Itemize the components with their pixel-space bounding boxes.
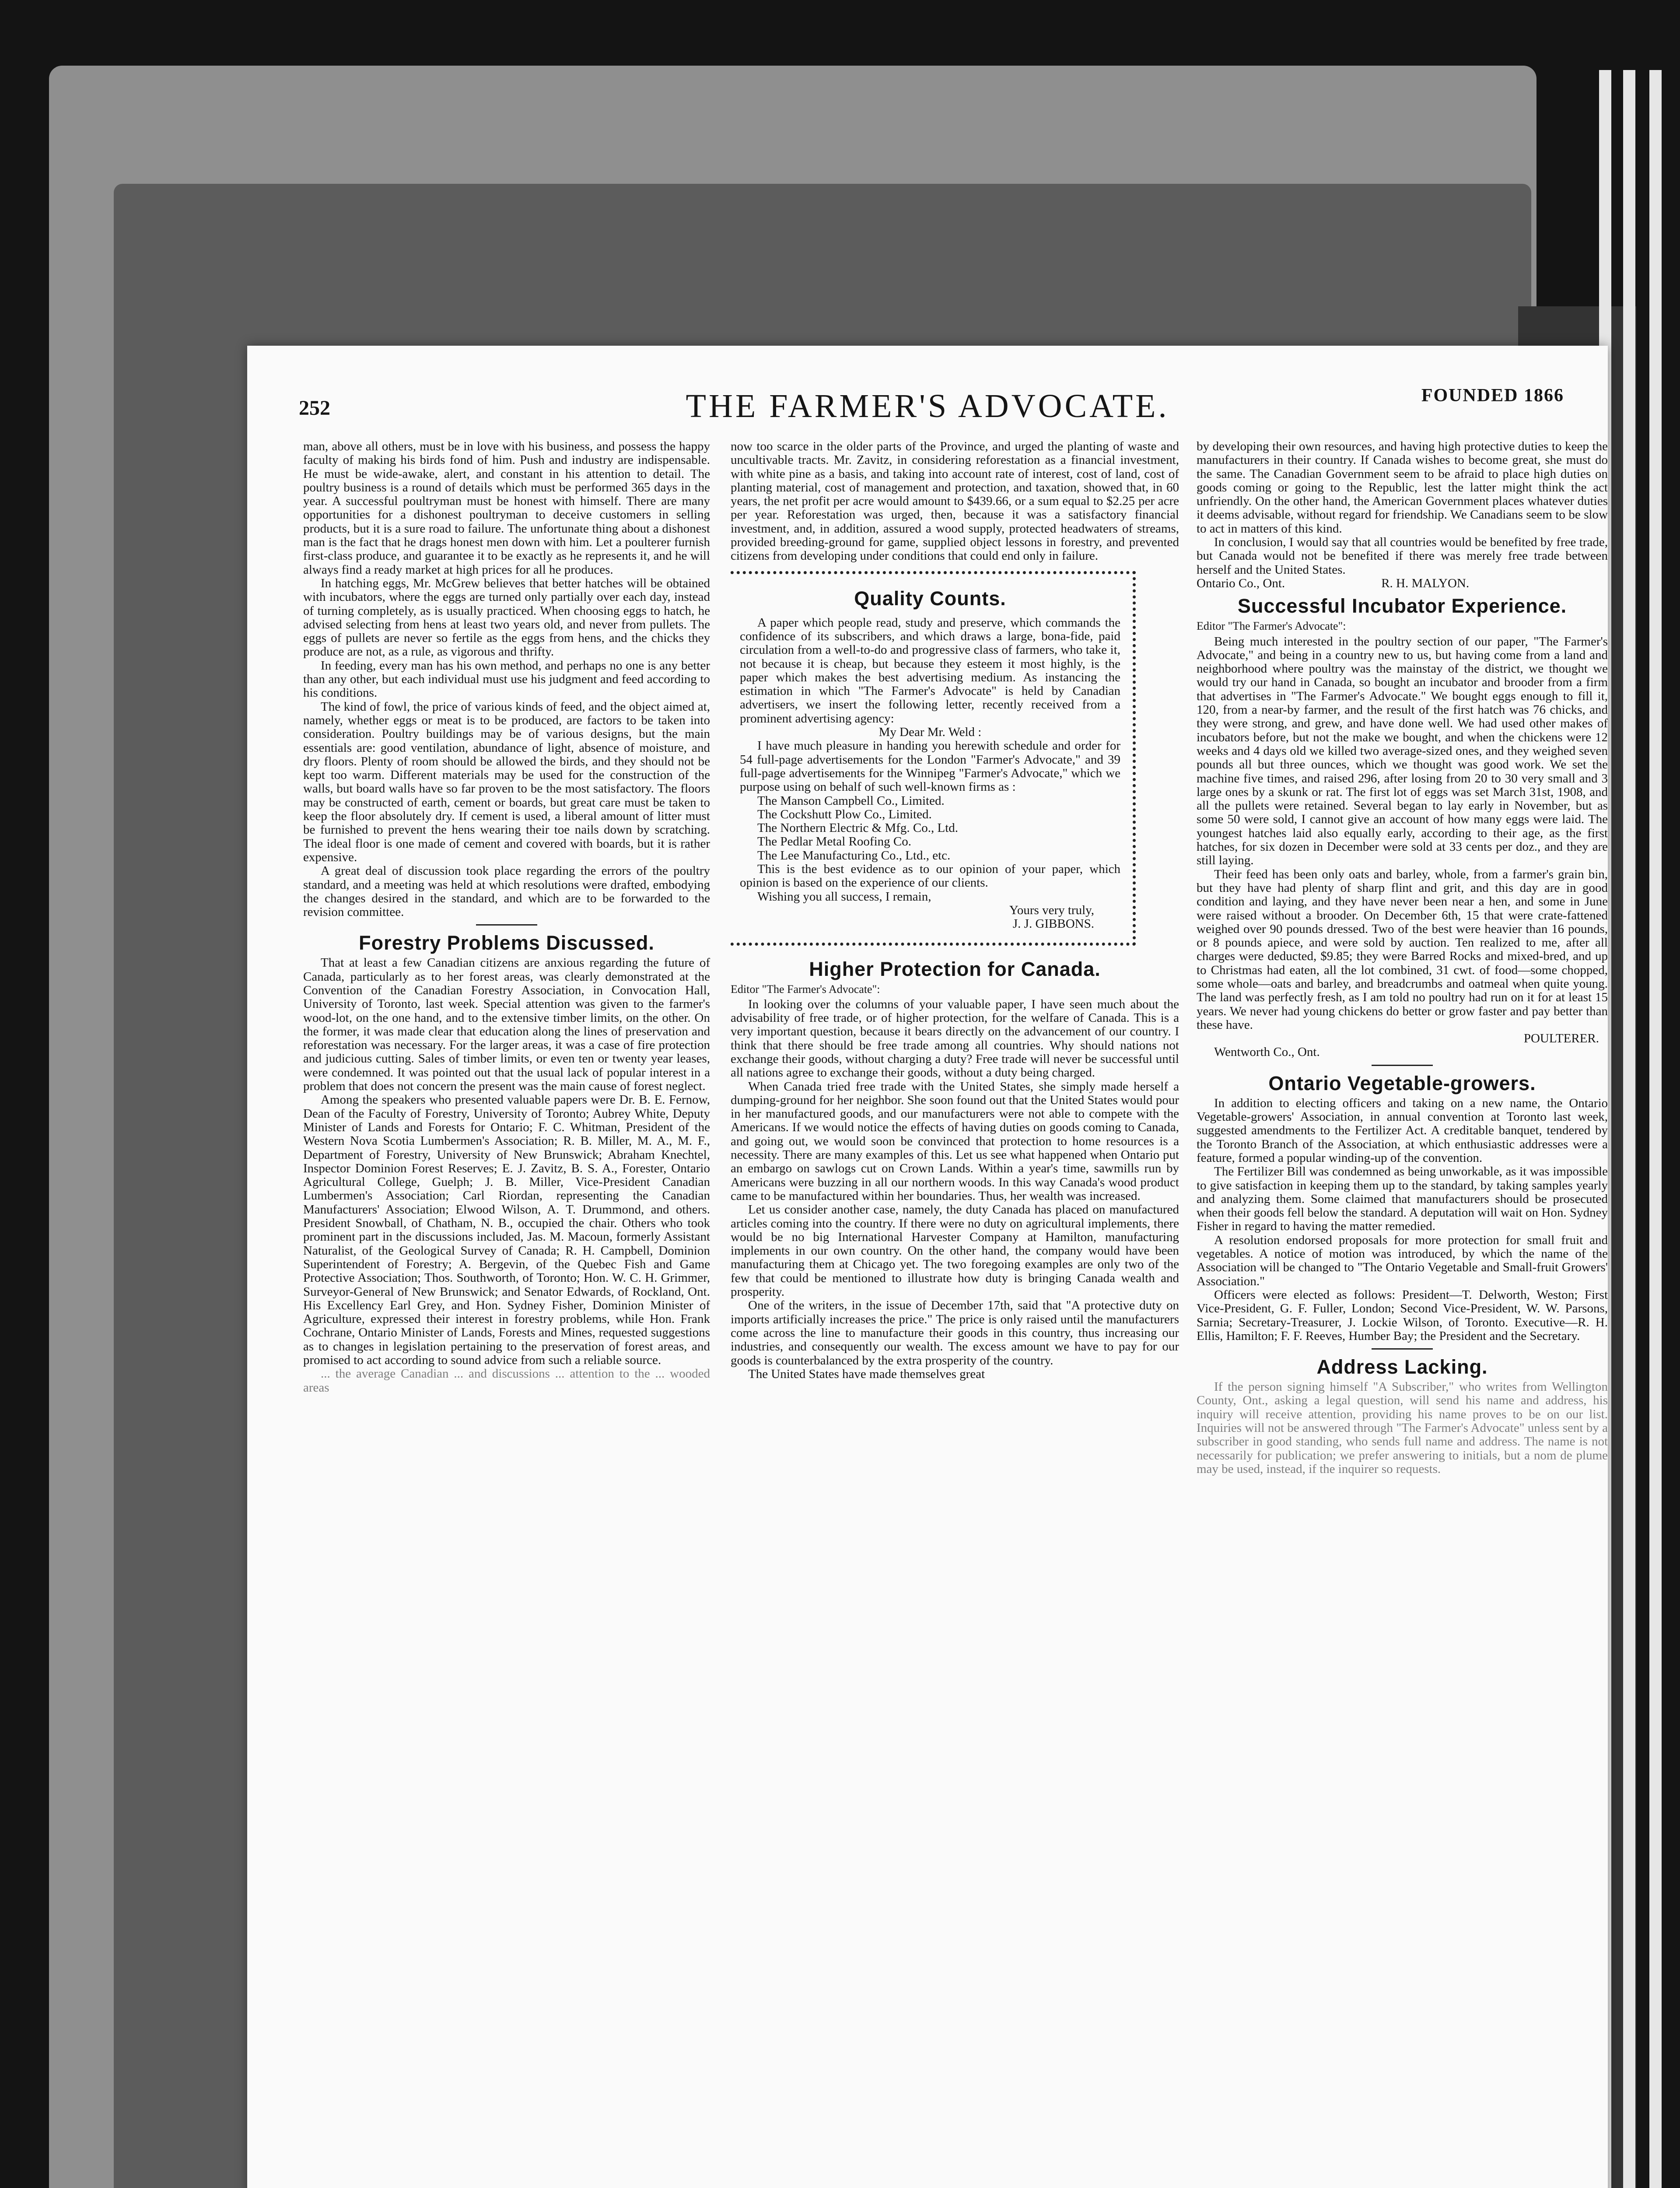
address-paragraph: If the person signing himself "A Subscriber," who writes from Wellington County, Ont., asking a legal question, will send his name and address, his inquiry will receive attention, providing his name proves to be on our list. Inquiries will not be answered through "The Farmer's Advocate" unless sent by a subscriber in good standing, who sends full name and address. The name is not necessarily for publication; we prefer answering to initials, but a nom de plume may be used, instead, if the inquirer so requests. xyxy=(1197,1380,1608,1476)
protection-paragraph: When Canada tried free trade with the United States, she simply made herself a dumping-ground for her neighbor. She soon found out that the United States would pour in her manufactured goods, and our manufacturers were not able to compete with the Americans. If we would notice the effects of having duties on goods coming to Canada, and going out, we would soon be convinced that protection to home resources is a necessity. There are many examples of this. Let us see what happened when Ontario put an embargo on sawlogs cut on Crown Lands. Within a year's time, sawmills run by Americans were buzzing in all our northern woods. In this way Canada's wood product came to be manufactured within her boundaries. Thus, her wealth was increased. xyxy=(731,1079,1179,1203)
incubator-paragraph: Their feed has been only oats and barley, whole, from a farmer's grain bin, but they have had plenty of sharp flint and grit, and this day are in good condition and laying, and they have never been near a hen, and some in June were raised without a brooder. On December 6th, 15 that were crate-fattened weighed over 90 pounds dressed. Two of the best were heavier than 16 pounds, or 8 pounds apiece, and were sold by auction. Ten realized to me, after all charges were deducted, $9.85; they were Barred Rocks and mixed-bred, and up to Christmas had eaten, all the lot combined, 31 cwt. of food—some chopped, some whole—oats and barley, and breadcrumbs and oatmeal when quite young. The land was perfectly fresh, as I am told no poultry had run on it for at least 15 years. We never had young chickens do better or grow faster and pay better than these have. xyxy=(1197,867,1608,1032)
box-paragraph: I have much pleasure in handing you herewith schedule and order for 54 full-page advertisements for the London "Farmer's Advocate," and 39 full-page advertisements for the Winnipeg "Farmer's Advocate," which we purpose using on behalf of such well-known firms as : xyxy=(740,739,1120,794)
vegetable-paragraph: In addition to electing officers and taking on a new name, the Ontario Vegetable-growers' Association, in annual convention at Toronto last week, suggested amendments to the Fertilizer Act. A creditable banquet, tendered by the Toronto Branch of the Association, at which enthusiastic addresses were a feature, formed a popular winding-up of the convention. xyxy=(1197,1096,1608,1165)
quality-counts-heading: Quality Counts. xyxy=(854,587,1006,610)
column-middle xyxy=(731,440,1179,2188)
letter-closing: Yours very truly, xyxy=(1009,903,1094,917)
protection-paragraph: In looking over the columns of your valuable paper, I have seen much about the advisability of free trade, or of higher protection, for the welfare of Canada. This is a very important question, because it bears directly on the advancement of our country. I think that there should be free trade among all countries. Why should nations not exchange their goods, without charging a duty? Free trade will never be successful until all nations agree to exchange their goods, without a duty being charged. xyxy=(731,997,1179,1080)
forestry-continued-paragraph: now too scarce in the older parts of the Province, and urged the planting of waste and uncultivable tracts. Mr. Zavitz, in considering reforestation as a financial investment, with white pine as a basis, and taking into account rate of interest, cost of land, cost of planting material, cost of management and protection, and taxation, showed that, in 60 years, the net profit per acre would amount to $439.66, or a sum equal to $2.25 per acre per year. Reforestation was urged, then, because it was a satisfactory financial investment, and, in addition, assured a wood supply, protected headwaters of streams, provided breeding-ground for game, supplied object lessons in forestry, and prevented citizens from developing under conditions that could end only in failure. xyxy=(731,440,1179,563)
protection-paragraph: One of the writers, in the issue of December 17th, said that "A protective duty on imports artificially increases the price." The price is only raised until the manufacturers come across the line to manufacture their goods in this country, thus increasing our industries, and consequently our wealth. The excess amount we have to pay for our goods is counterbalanced by the extra prosperity of the country. xyxy=(731,1298,1179,1368)
firm-item: The Manson Campbell Co., Limited. xyxy=(757,793,945,808)
section-divider xyxy=(476,924,537,926)
firm-list xyxy=(740,794,1120,863)
signature-name: R. H. MALYON. xyxy=(1381,576,1470,590)
incubator-paragraph: Being much interested in the poultry section of our paper, "The Farmer's Advocate," and being in a country new to us, but having come from a land and neighborhood where poultry was the mainstay of the district, we thought we would try our hand in Canada, so bought an incubator and brooder from a firm that advertises in "The Farmer's Advocate." We bought eggs enough to fill it, 120, from a near-by farmer, and the result of the first hatch was 76 chicks, and they were strong, and grew, and have done well. We had used other makes of incubators before, but not the make we bought, and when the chickens were 12 weeks and 4 days old we killed two average-sized ones, and they weighed seven pounds all but three ounces, which we thought was good work. We set the machine five times, and raised 296, after losing from 20 to 30 very small and 3 large ones by a skunk or rat. The first lot of eggs was set March 31st, 1908, and all the pullets were retained. Several began to lay early in November, but as some 50 were sold, I cannot give an account of how many eggs were laid. The youngest hatches laid also equally early, according to their age, as the first hatches, for six dozen in December were sold at 33 cents per doz., and they are still laying. xyxy=(1197,634,1608,868)
vegetable-paragraph: A resolution endorsed proposals for more protection for small fruit and vegetables. A notice of motion was introduced, by which the name of the Association will be changed to "The Ontario Vegetable and Small-fruit Growers' Association." xyxy=(1197,1233,1608,1288)
signature-name: POULTERER. xyxy=(1523,1031,1599,1046)
protection-paragraph: Let us consider another case, namely, the duty Canada has placed on manufactured articles coming into the country. If there were no duty on agricultural implements, there would be no big International Harvester Company at Hamilton, manufacturing implements in our own country. On the other hand, the company would have been manufacturing them at Chicago yet. The two foregoing examples are only two of the few that could be mentioned to illustrate how duty is bringing Canada wealth and prosperity. xyxy=(731,1203,1179,1299)
column-right xyxy=(1197,440,1608,2188)
signature-place: Ontario Co., Ont. xyxy=(1197,576,1285,590)
poultry-paragraph: In hatching eggs, Mr. McGrew believes that better hatches will be obtained with incubators, where the eggs are turned only partially over each day, instead of turning completely, as is usually practiced. When choosing eggs to hatch, he advised selecting from hens at least two years old, and never from pullets. The eggs of pullets are never so fertile as the eggs from hens, and the chicks they produce are not, as a rule, as vigorous and thrifty. xyxy=(303,576,710,659)
forestry-paragraph: That at least a few Canadian citizens are anxious regarding the future of Canada, particularly as to her forest areas, was clearly demonstrated at the Convention of the Canadian Forestry Association, in Convocation Hall, University of Toronto, last week. Special attention was given to the farmer's wood-lot, on the one hand, and to the extensive timber limits, on the other. On the former, it was made clear that education along the lines of preservation and reforestation was necessary. For the larger areas, it was a case of fire protection and judicious cutting. Sales of timber limits, or even ten or twenty year leases, were condemned. It was pointed out that the usual lack of popular interest in a problem that does not concern the present was the main cause of forest neglect. xyxy=(303,956,710,1094)
vegetable-heading: Ontario Vegetable-growers. xyxy=(1268,1072,1536,1094)
founded-label: FOUNDED 1866 xyxy=(1421,386,1564,406)
box-paragraph: This is the best evidence as to our opinion of your paper, which opinion is based on the experience of our clients. xyxy=(740,862,1120,890)
section-divider xyxy=(1372,1348,1433,1350)
margin-stripe-3 xyxy=(1649,70,1662,2188)
letter-signature: J. J. GIBBONS. xyxy=(1012,917,1094,931)
protection-paragraph: The United States have made themselves great xyxy=(748,1367,985,1381)
firm-item: The Northern Electric & Mfg. Co., Ltd. xyxy=(757,821,959,835)
letter-salutation: My Dear Mr. Weld : xyxy=(878,725,982,740)
protection-heading: Higher Protection for Canada. xyxy=(809,957,1101,980)
poultry-paragraph: A great deal of discussion took place regarding the errors of the poultry standard, and a meeting was held at which resolutions were drafted, embodying the changes desired in the standard, and which are to be forwarded to the revision committee. xyxy=(303,864,710,919)
incubator-heading: Successful Incubator Experience. xyxy=(1237,595,1567,617)
page-number: 252 xyxy=(299,396,330,420)
column-left xyxy=(303,440,710,2188)
masthead-title: THE FARMER'S ADVOCATE. xyxy=(686,388,1169,424)
signature-line xyxy=(1197,577,1608,590)
vegetable-paragraph: The Fertilizer Bill was condemned as being unworkable, as it was impossible to give satisfaction in keeping them up to the standard, by taking samples yearly and analyzing them. Some claimed that manufacturers should be prosecuted when their goods fell below the standard. A deputation will wait on Hon. Sydney Fisher in regard to having the matter remedied. xyxy=(1197,1164,1608,1234)
firm-item: The Cockshutt Plow Co., Limited. xyxy=(757,807,932,821)
poultry-paragraph: man, above all others, must be in love with his business, and possess the happy faculty of making his birds fond of him. Push and industry are indispensable. He must be wide-awake, alert, and constant in his attention to detail. The poultry business is a round of details which must be performed 365 days in the year. A successful poultryman must be honest with himself. There are many opportunities for a dishonest poultryman to deceive customers in selling products, but it is a sure road to failure. The unfortunate thing about a dishonest man is the fact that he drags honest men down with him. Let a poulterer furnish first-class produce, and guarantee it to be exactly as he represents it, and he will always find a ready market at high prices for all he produces. xyxy=(303,440,710,577)
address-heading: Address Lacking. xyxy=(1316,1356,1488,1378)
poultry-paragraph: In feeding, every man has his own method, and perhaps no one is any better than any other, but each individual must use his judgment and feed according to his conditions. xyxy=(303,658,710,700)
editor-line: Editor "The Farmer's Advocate": xyxy=(1197,620,1346,633)
editor-line: Editor "The Farmer's Advocate": xyxy=(731,982,880,996)
firm-item: The Pedlar Metal Roofing Co. xyxy=(757,835,911,849)
box-paragraph: Wishing you all success, I remain, xyxy=(757,889,931,904)
quality-counts-box xyxy=(731,571,1136,946)
protection-continued-paragraph: by developing their own resources, and having high protective duties to keep the manufacturers in their country. If Canada wishes to become great, she must do the same. The Canadian Government seem to be afraid to place high duties on goods coming or going to the Republic, lest the latter might think the act unfriendly. On the other hand, the American Government places whatever duties it deems advisable, without regard for friendship. We Canadians seem to be slow to act in matters of this kind. xyxy=(1197,440,1608,536)
firm-item: The Lee Manufacturing Co., Ltd., etc. xyxy=(757,848,951,863)
protection-continued-paragraph: In conclusion, I would say that all countries would be benefited by free trade, but Canada would not be benefited if there was merely free trade between herself and the United States. xyxy=(1197,535,1608,577)
section-divider xyxy=(1372,1065,1433,1066)
margin-stripe-2 xyxy=(1623,70,1635,2188)
box-paragraph: A paper which people read, study and preserve, which commands the confidence of its subscribers, and which draws a large, bona-fide, paid circulation from a well-to-do and progressive class of farmers, who take it, not because it is cheap, but because they esteem it most highly, is the paper which makes the best advertising medium. As instancing the estimation in which "The Farmer's Advocate" is held by Canadian advertisers, we insert the following letter, recently received from a prominent advertising agency: xyxy=(740,615,1120,726)
poultry-paragraph: The kind of fowl, the price of various kinds of feed, and the object aimed at, namely, whether eggs or meat is to be produced, are factors to be taken into consideration. Poultry buildings may be of various designs, but the main essentials are: good ventilation, abundance of light, absence of moisture, and dry floors. Plenty of room should be allowed the birds, and they should not be kept too warm. Different materials may be used for the construction of the walls, but board walls have so far proven to be the most satisfactory. The floors may be constructed of earth, cement or boards, but great care must be taken to keep the floor absolutely dry. If cement is used, a liberal amount of litter must be furnished to prevent the hens wearing their toe nails down by scratching. The ideal floor is one made of cement and covered with boards, but it is rather expensive. xyxy=(303,699,710,864)
forestry-paragraph-faded: ... the average Canadian ... and discussions ... attention to the ... wooded areas xyxy=(303,1367,710,1395)
newspaper-page xyxy=(247,346,1608,2188)
forestry-heading: Forestry Problems Discussed. xyxy=(359,932,654,954)
forestry-paragraph: Among the speakers who presented valuable papers were Dr. B. E. Fernow, Dean of the Faculty of Forestry, University of Toronto; Aubrey White, Deputy Minister of Lands and Forests for Ontario; F. C. Whitman, President of the Western Nova Scotia Lumbermen's Association; R. B. Miller, M. A., M. F., Department of Forestry, University of New Brunswick; Abraham Knechtel, Inspector Dominion Forest Reserves; E. J. Zavitz, B. S. A., Forester, Ontario Agricultural College, Guelph; J. B. Miller, Vice-President Canadian Lumbermen's Association; Carl Riordan, representing the Canadian Manufacturers' Association; Elwood Wilson, A. T. Drummond, and others. President Snowball, of Chatham, N. B., occupied the chair. Others who took prominent part in the discussions included, Jas. M. Macoun, formerly Assistant Naturalist, of the Geological Survey of Canada; R. H. Campbell, Dominion Superintendent of Forestry; A. Bergevin, of the Quebec Fish and Game Protective Association; Thos. Southworth, of Toronto; Hon. W. C. H. Grimmer, Surveyor-General of New Brunswick; and Senator Edwards, of Rockland, Ont. His Excellency Earl Grey, and Hon. Sydney Fisher, Dominion Minister of Agriculture, expressed their interest in forestry problems, while Hon. Frank Cochrane, Ontario Minister of Lands, Forests and Mines, requested suggestions as to changes in legislation pertaining to the preservation of forest areas, and promised to act according to sound advice from such a reliable source. xyxy=(303,1093,710,1367)
signature-place: Wentworth Co., Ont. xyxy=(1214,1045,1320,1059)
vegetable-paragraph: Officers were elected as follows: President—T. Delworth, Weston; First Vice-President, G. F. Fuller, London; Second Vice-President, W. W. Parsons, Sarnia; Secretary-Treasurer, J. Lockie Wilson, of Toronto. Executive—R. H. Ellis, Hamilton; F. F. Reeves, Humber Bay; the President and the Secretary. xyxy=(1197,1287,1608,1343)
